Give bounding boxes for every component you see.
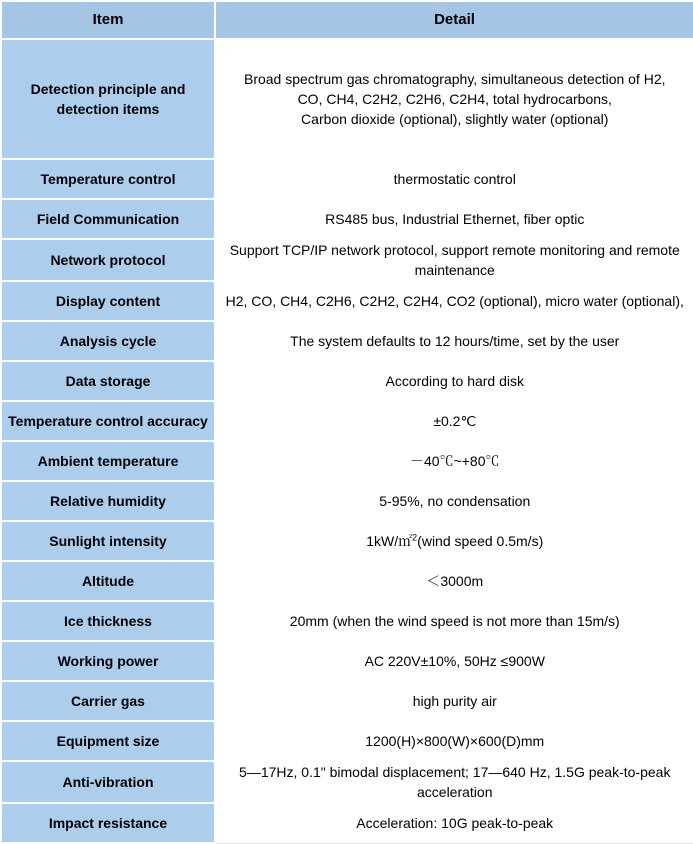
item-cell: Display content xyxy=(1,281,215,321)
item-cell: Ice thickness xyxy=(1,601,215,641)
table-row xyxy=(1,159,693,199)
detail-column-header: Detail xyxy=(215,1,693,39)
item-cell: Temperature control xyxy=(1,159,215,199)
detail-prefix: 1kW/㎡ xyxy=(366,533,413,549)
item-cell: Network protocol xyxy=(1,239,215,281)
item-cell: Relative humidity xyxy=(1,481,215,521)
item-cell: Field Communication xyxy=(1,199,215,239)
item-cell: Temperature control accuracy xyxy=(1,401,215,441)
detail-cell: thermostatic control xyxy=(215,159,693,199)
detail-cell: Acceleration: 10G peak-to-peak xyxy=(215,803,693,843)
detail-cell: ±0.2℃ xyxy=(215,401,693,441)
table-row xyxy=(1,199,693,239)
item-cell: Ambient temperature xyxy=(1,441,215,481)
detail-line: Carbon dioxide (optional), slightly water (optional) xyxy=(301,111,609,127)
detail-suffix: (wind speed 0.5m/s) xyxy=(417,533,544,549)
item-cell: Equipment size xyxy=(1,721,215,761)
item-column-header: Item xyxy=(1,1,215,39)
detail-cell: 5—17Hz, 0.1" bimodal displacement; 17—640 Hz, 1.5G peak-to-peak acceleration xyxy=(215,761,693,803)
detail-cell: ＜3000m xyxy=(215,561,693,601)
item-cell: Carrier gas xyxy=(1,681,215,721)
detail-cell: RS485 bus, Industrial Ethernet, fiber optic xyxy=(215,199,693,239)
item-cell: Anti-vibration xyxy=(1,761,215,803)
table-row xyxy=(1,239,693,281)
table-row xyxy=(1,761,693,803)
table-row xyxy=(1,681,693,721)
table-row xyxy=(1,601,693,641)
table-row xyxy=(1,281,693,321)
table-row xyxy=(1,521,693,561)
detail-line: CO, CH4, C2H2, C2H6, C2H4, total hydrocarbons, xyxy=(297,91,612,107)
item-cell: Detection principle and detection items xyxy=(1,39,215,159)
table-row xyxy=(1,401,693,441)
detail-cell: 20mm (when the wind speed is not more than 15m/s) xyxy=(215,601,693,641)
detail-cell xyxy=(215,521,693,561)
item-cell: Analysis cycle xyxy=(1,321,215,361)
item-cell: Altitude xyxy=(1,561,215,601)
item-cell: Impact resistance xyxy=(1,803,215,843)
item-cell: Working power xyxy=(1,641,215,681)
item-cell: Sunlight intensity xyxy=(1,521,215,561)
detail-line: Broad spectrum gas chromatography, simultaneous detection of H2, xyxy=(243,71,666,87)
detail-cell: －40℃~+80℃ xyxy=(215,441,693,481)
detail-cell: Support TCP/IP network protocol, support remote monitoring and remote maintenance xyxy=(215,239,693,281)
detail-cell: H2, CO, CH4, C2H6, C2H2, C2H4, CO2 (optional), micro water (optional), xyxy=(215,281,693,321)
table-row xyxy=(1,481,693,521)
item-cell: Data storage xyxy=(1,361,215,401)
table-row xyxy=(1,561,693,601)
table-row xyxy=(1,803,693,843)
table-row xyxy=(1,321,693,361)
table-row xyxy=(1,39,693,159)
detail-cell: AC 220V±10%, 50Hz ≤900W xyxy=(215,641,693,681)
detail-cell: 1200(H)×800(W)×600(D)mm xyxy=(215,721,693,761)
detail-cell: 5-95%, no condensation xyxy=(215,481,693,521)
detail-cell: The system defaults to 12 hours/time, set by the user xyxy=(215,321,693,361)
table-row xyxy=(1,441,693,481)
table-row xyxy=(1,641,693,681)
superscript: 2 xyxy=(412,532,418,543)
table-header-row xyxy=(1,1,693,39)
detail-cell xyxy=(215,39,693,159)
detail-cell: high purity air xyxy=(215,681,693,721)
detail-cell: According to hard disk xyxy=(215,361,693,401)
table-row xyxy=(1,721,693,761)
table-row xyxy=(1,361,693,401)
